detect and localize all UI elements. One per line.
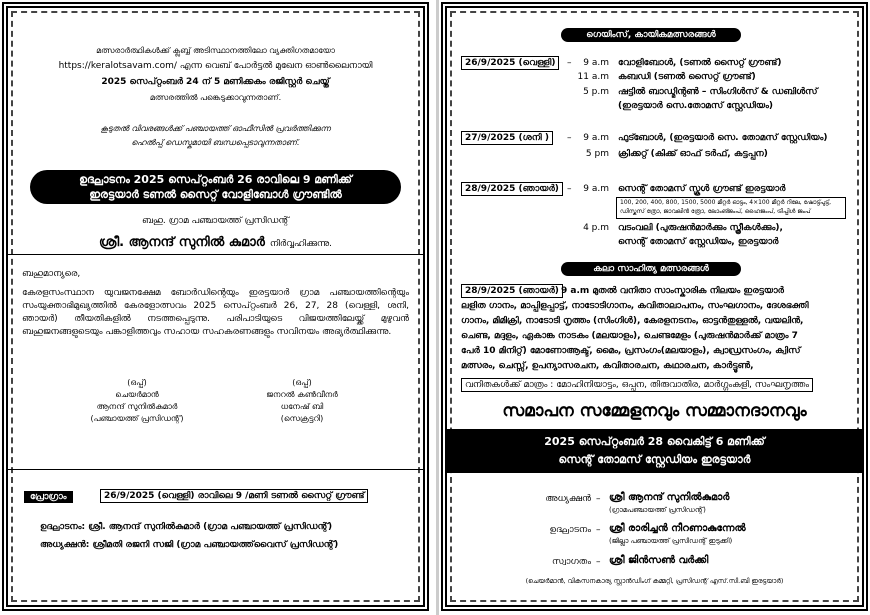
intro-line: മത്സരാർത്ഥികൾക്ക് ക്ലബ്ബ് അടിസ്ഥാനത്തിലോ വ്യക്തിഗതമായോ [96, 46, 335, 55]
event: സെന്റ് തോമസ് സ്കൂൾ ഗ്രൗണ്ട് ഇരട്ടയാർ [618, 184, 786, 194]
divider [8, 254, 423, 255]
games-header: ഗെയിംസ്, കായികമത്സരങ്ങൾ [561, 28, 741, 42]
note-line: കൂടുതൽ വിവരങ്ങൾക്ക് പഞ്ചായത്ത് ഓഫീസിൽ പ്രവർത്തിക്കുന്ന [100, 124, 331, 133]
intro-line: https://keralotsavam.com/ എന്ന വെബ് പോർട്ടൽ മുഖേന ഓൺലൈനായി [58, 61, 373, 71]
sign-role: ചെയർമാൻ [115, 390, 159, 399]
arts-line: ചെണ്ട, മദ്ദളം, ഏകാങ്ക നാടകം (മലയാളം), ചെണ്ടമേളം (പുരുഷൻമാർക്ക് മാത്രം 7 [461, 331, 798, 341]
time: 11 a.m [577, 72, 609, 82]
sign-name: ആനന്ദ് സുനിൽകുമാർ [96, 402, 178, 411]
arts-header: കലാ സാഹിത്യ മത്സരങ്ങൾ [561, 262, 741, 276]
presiding-line: അധ്യക്ഷൻ: ശ്രീമതി രജനി സജി (ഗ്രാമ പഞ്ചായത്ത്‌വൈസ് പ്രസിഡന്റ്) [40, 540, 339, 550]
sign-role: ജനറൽ കൺവീനർ [266, 390, 338, 399]
signature-block-convener [247, 377, 357, 425]
day2-label: 27/9/2025 (ശനി ) [461, 131, 553, 145]
event-note: (ഇരട്ടയാർ സെ.തോമസ് സ്റ്റേഡിയം) [618, 101, 773, 111]
banner-line: ഉദ്ഘാടനം 2025 സെപ്റ്റംബർ 26 രാവിലെ 9 മണിക്ക് [79, 173, 352, 186]
sign-mark: (ഒപ്പ്) [292, 378, 312, 387]
dash: – [596, 494, 601, 504]
banner-line: ഇരട്ടയാർ ടണൽ സൈറ്റ് വോളിബോൾ ഗ്രൗണ്ടിൽ [89, 188, 342, 201]
arts-line: 9 a.m മുതൽ വനിതാ സാംസ്കാരിക നിലയം ഇരട്ടയാർ [561, 286, 784, 296]
event: വോളിബോൾ, (ടണൽ സൈറ്റ് ഗ്രൗണ്ട്) [618, 58, 782, 68]
role-name: ശ്രീ ജിൻസൺ വർക്കി [609, 555, 709, 566]
signature-block-chairman [82, 377, 192, 425]
role-label: സ്വാഗതം [551, 557, 591, 567]
divider [8, 469, 423, 470]
time: 9 a.m [583, 184, 609, 194]
women-only-line: വനിതകൾക്ക് മാത്രം : മോഹിനിയാട്ടം, ഒപ്പന, തിരുവാതിര, മാർഗ്ഗംകളി, സംഘനൃത്തം [461, 378, 813, 392]
left-page [2, 2, 429, 611]
closing-banner [447, 429, 862, 473]
day3-label: 28/9/2025 (ഞായർ) [461, 182, 563, 196]
inauguration-line: ഉദ്ഘാടനം: ശ്രീ. ആനന്ദ് സുനിൽകുമാർ (ഗ്രാമ പഞ്ചായത്ത് പ്രസിഡന്റ്) [40, 522, 333, 532]
intro-line: 2025 സെപ്റ്റംബർ 24 ന് 5 മണിക്കകം രജിസ്റ്റർ ചെയ്ത് [101, 77, 330, 87]
intro-line: മത്സരത്തിൽ പങ്കെടുക്കാവുന്നതാണ്. [149, 93, 282, 102]
sign-post: (പഞ്ചായത്ത് പ്രസിഡന്റ്) [90, 414, 184, 423]
arts-line: മത്സരം, ചെസ്സ്, ഉപന്യാസരചന, കവിതാരചന, കഥാരചന, കാർട്ടൂൺ, [461, 361, 754, 371]
sign-post: (സെക്രട്ടറി) [280, 414, 324, 423]
president-line [22, 231, 409, 250]
time: 5 p.m [583, 87, 609, 97]
right-page [441, 2, 868, 611]
role-sub: (ഗ്രാമപഞ്ചായത്ത് പ്രസിഡന്റ്) [609, 506, 706, 514]
day1-label: 26/9/2025 (വെള്ളി) [461, 56, 559, 70]
dash: – [567, 184, 572, 194]
page-gutter [436, 0, 439, 615]
event: കബഡി (ടണൽ സൈറ്റ് ഗ്രൗണ്ട്) [618, 72, 756, 82]
program-label: പ്രോഗ്രാം [24, 491, 73, 503]
role-label: അധ്യക്ഷൻ [545, 494, 591, 504]
closing-line: സെന്റ് തോമസ് സ്റ്റേഡിയം ഇരട്ടയാർ [558, 453, 751, 466]
sign-mark: (ഒപ്പ്) [127, 378, 147, 387]
program-date: 26/9/2025 (വെള്ളി) രാവിലെ 9 /മണി ടണൽ സൈറ്റ് ഗ്രൗണ്ട് [100, 489, 368, 503]
time: 9 a.m [583, 58, 609, 68]
time: 9 a.m [583, 133, 609, 143]
sign-name: ധനേഷ് ബി [280, 402, 324, 411]
note-line: ഹെൽപ്പ് ഡെസ്കുമായി ബന്ധപ്പെടാവുന്നതാണ്. [131, 138, 300, 147]
athletics-list [616, 197, 846, 219]
closing-title: സമാപന സമ്മേളനവും സമ്മാനദാനവും [502, 401, 807, 421]
arts-line: പേർ 10 മിനിറ്റ്) മോണോആക്ട്, മൈം, പ്രസംഗം(മലയാളം), ക്വാഡ്രസംഗം, ക്വിസ് [461, 346, 801, 356]
arts-line: ഗാനം, മിമിക്രി, നാടോടി നൃത്തം (സിംഗിൾ), കേരളനടനം, ഓട്ടൻതുള്ളൽ, വയലിൻ, [461, 316, 804, 326]
president-name: ശ്രീ. ആനന്ദ് സുനിൽ കുമാർ [98, 235, 265, 250]
salutation: ബഹുമാന്യരെ, [22, 269, 81, 279]
president-title: ബഹു. ഗ്രാമ പഞ്ചായത്ത് പ്രസിഡന്റ് [142, 216, 289, 226]
role-name: ശ്രീ രാരിച്ചൻ നീറണാകുന്നേൽ [609, 523, 746, 534]
event: വടംവലി (പുരുഷൻമാർക്കും സ്ത്രീകൾക്കും), [618, 223, 783, 233]
athletics-line: 100, 200, 400, 800, 1500, 5000 മീറ്റർ ഓട്ടം, 4×100 മീറ്റർ റിലേ, ഷോട്ട്പുട്ട്, [620, 199, 832, 206]
inauguration-banner [30, 170, 401, 204]
arts-label: 28/9/2025 (ഞായർ) [461, 284, 563, 298]
dash: – [567, 133, 572, 143]
event-note: സെന്റ് തോമസ് സ്റ്റേഡിയം, ഇരട്ടയാർ [618, 237, 779, 247]
dash: – [596, 525, 601, 535]
role-sub: (ചെയർമാൻ, വികസനകാര്യ സ്റ്റാൻഡിംഗ് കമ്മറ്റി, പ്രസിഡന്റ് എസ്.സി.ബി ഇരട്ടയാർ) [525, 577, 784, 585]
body-text: കേരളസംസ്ഥാന യുവജനക്ഷേമ ബോർഡിന്റെയും ഇരട്ടയാർ ഗ്രാമ പഞ്ചായത്തിന്റെയും സംയുക്താഭിമുഖ്യത്തിൽ കേരളോത്സവം 2025 സെപ്റ്റംബർ 26, 27, 28 (വെള്ളി, ശനി, ഞായർ) തീയതികളിൽ നടത്തപ്പെടുന്നു. പരിപാടിയുടെ വിജയത്തിലേയ്ക്ക് മുഴുവൻ ബഹുജനങ്ങളുടെയും പങ്കാളിത്തവും സഹായ സഹകരണങ്ങളും സവിനയം അഭ്യർത്ഥിക്കുന്നു. [22, 288, 409, 337]
time: 4 p.m [583, 223, 609, 233]
event: ഷട്ടിൽ ബാഡ്മിന്റൺ – സിംഗിൾസ് & ഡബിൾസ് [618, 87, 818, 97]
event: ഫുട്ബോൾ, (ഇരട്ടയാർ സെ. തോമസ് സ്റ്റേഡിയം) [618, 133, 828, 143]
time: 5 pm [585, 149, 609, 159]
event: ക്രിക്കറ്റ് (കിക്ക് ഓഫ് ടർഫ്, കട്ടപ്പന) [618, 149, 768, 159]
president-suffix: നിർവ്വഹിക്കുന്നു. [269, 239, 333, 249]
dash: – [567, 58, 572, 68]
closing-line: 2025 സെപ്റ്റംബർ 28 വൈകിട്ട് 6 മണിക്ക് [544, 435, 765, 448]
role-label: ഉദ്ഘാടനം [549, 525, 591, 535]
role-name: ശ്രീ ആനന്ദ് സുനിൽകുമാർ [609, 492, 730, 503]
role-sub: (ജില്ലാ പഞ്ചായത്ത് പ്രസിഡന്റ് ഇടുക്കി) [609, 537, 733, 545]
dash: – [596, 557, 601, 567]
athletics-line: ഡിസ്കസ് ത്രോ, ജാവലിൻ ത്രോ, ലോംങ്ജംപ്, ഹൈജംപ്, ട്രിപ്പിൾ ജംപ് [620, 208, 811, 215]
arts-line: ലളിത ഗാനം, മാപ്പിളപ്പാട്ട്, നാടോടിഗാനം, കവിതാലാപനം, സംഘഗാനം, ദേശഭക്തി [461, 301, 809, 311]
